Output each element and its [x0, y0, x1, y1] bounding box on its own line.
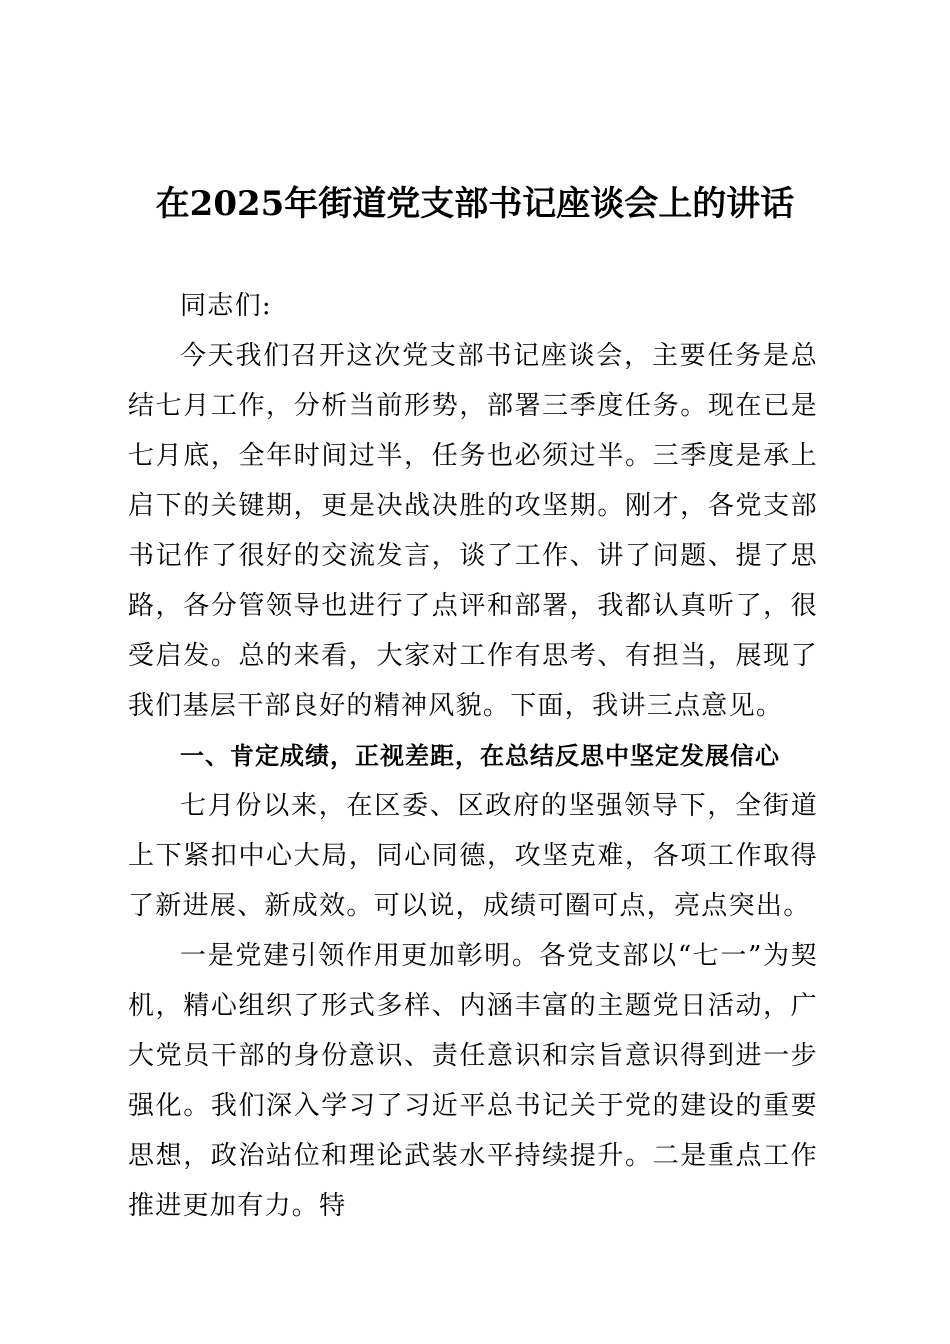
salutation: 同志们: [180, 291, 272, 321]
paragraph-details: 一是党建引领作用更加彰明。各党支部以“七一”为契机，精心组织了形式多样、内涵丰富的主题党日活动，广大党员干部的身份意识、责任意识和宗旨意识得到进一步强化。我们深入学习了习近平总书记关于党的建设的重要思想，政治站位和理论武装水平持续提升。二是重点工作推进更加有力。特 [128, 941, 818, 1221]
paragraph-intro: 今天我们召开这次党支部书记座谈会，主要任务是总结七月工作，分析当前形势，部署三季度任务。现在已是七月底，全年时间过半，任务也必须过半。三季度是承上启下的关键期，更是决战决胜的攻坚期。刚才，各党支部书记作了很好的交流发言，谈了工作、讲了问题、提了思路，各分管领导也进行了点评和部署，我都认真听了，很受启发。总的来看，大家对工作有思考、有担当，展现了我们基层干部良好的精神风貌。下面，我讲三点意见。 [128, 341, 818, 721]
document-title: 在2025年街道党支部书记座谈会上的讲话 [155, 184, 795, 224]
paragraph-achievements: 七月份以来，在区委、区政府的坚强领导下，全街道上下紧扣中心大局，同心同德，攻坚克难，各项工作取得了新进展、新成效。可以说，成绩可圈可点，亮点突出。 [128, 791, 818, 921]
section-heading: 一、肯定成绩，正视差距，在总结反思中坚定发展信心 [180, 742, 780, 770]
document-body [128, 281, 818, 1231]
